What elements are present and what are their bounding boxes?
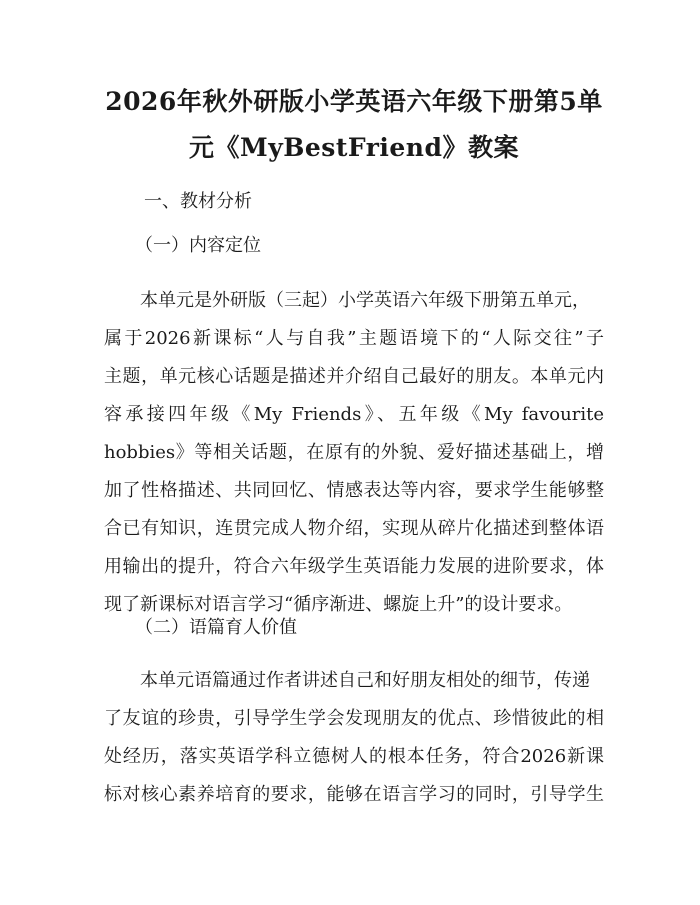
paragraph-line: 主题，单元核心话题是描述并介绍自己最好的朋友。本单元内 — [104, 366, 604, 387]
paragraph-line: 加了性格描述、共同回忆、情感表达等内容，要求学生能够整 — [104, 480, 604, 501]
subsection-heading-educational-value: （二）语篇育人价值 — [135, 617, 297, 638]
section-heading-textbook-analysis: 一、教材分析 — [144, 191, 252, 212]
paragraph-line: 用输出的提升，符合六年级学生英语能力发展的进阶要求，体 — [104, 556, 604, 577]
subsection-heading-content-positioning: （一）内容定位 — [135, 235, 261, 256]
paragraph-line: 容承接四年级《My Friends》、五年级《My favourite — [104, 404, 604, 425]
paragraph-line: 了友谊的珍贵，引导学生学会发现朋友的优点、珍惜彼此的相 — [104, 708, 604, 729]
document-title-line-1: 2026年秋外研版小学英语六年级下册第5单 — [105, 87, 603, 116]
paragraph-line: hobbies》等相关话题，在原有的外貌、爱好描述基础上，增 — [104, 442, 604, 463]
paragraph-educational-value — [104, 662, 604, 814]
paragraph-line: 本单元是外研版（三起）小学英语六年级下册第五单元， — [140, 290, 590, 311]
paragraph-line: 本单元语篇通过作者讲述自己和好朋友相处的细节，传递 — [140, 670, 590, 691]
paragraph-content-positioning — [104, 282, 604, 624]
document-title-line-2: 元《MyBestFriend》教案 — [189, 133, 519, 162]
paragraph-line: 标对核心素养培育的要求，能够在语言学习的同时，引导学生 — [104, 784, 604, 805]
paragraph-line: 处经历，落实英语学科立德树人的根本任务，符合2026新课 — [104, 746, 604, 767]
paragraph-line: 属于2026新课标“人与自我”主题语境下的“人际交往”子 — [104, 328, 604, 349]
paragraph-line: 合已有知识，连贯完成人物介绍，实现从碎片化描述到整体语 — [104, 518, 604, 539]
paragraph-line: 现了新课标对语言学习“循序渐进、螺旋上升”的设计要求。 — [104, 594, 573, 615]
